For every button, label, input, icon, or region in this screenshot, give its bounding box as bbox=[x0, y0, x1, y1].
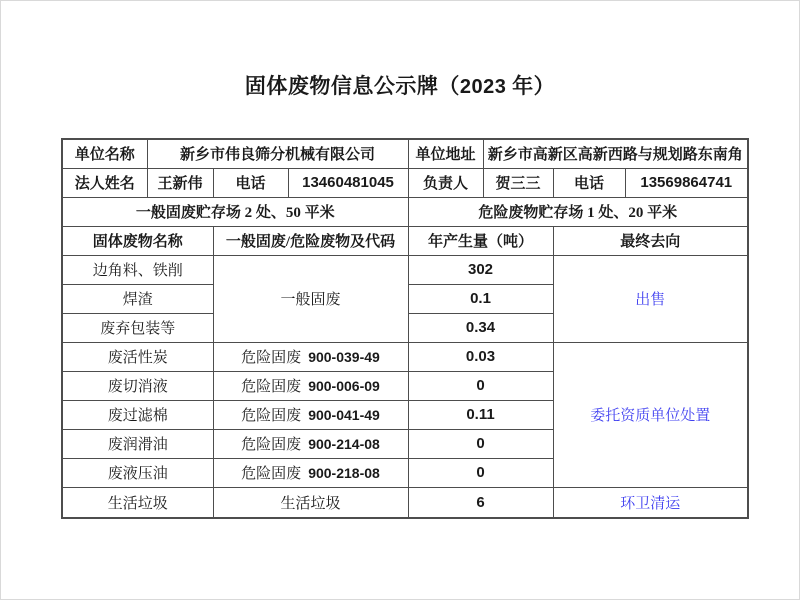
waste-type-cell: 一般固废 bbox=[213, 255, 408, 342]
waste-code: 900-214-08 bbox=[308, 436, 380, 452]
waste-name-cell: 废过滤棉 bbox=[62, 400, 213, 429]
col-header-destination: 最终去向 bbox=[553, 226, 748, 255]
amount-cell: 302 bbox=[408, 255, 553, 284]
waste-name-cell: 废润滑油 bbox=[62, 429, 213, 458]
col-header-waste-name: 固体废物名称 bbox=[62, 226, 213, 255]
waste-type-label: 危险固废 bbox=[241, 408, 302, 424]
phone-value: 13460481045 bbox=[288, 168, 408, 197]
waste-name-cell: 废液压油 bbox=[62, 458, 213, 487]
unit-address-value: 新乡市高新区高新西路与规划路东南角 bbox=[483, 139, 748, 168]
waste-type-label: 危险固废 bbox=[241, 437, 302, 453]
general-storage-info: 一般固废贮存场 2 处、50 平米 bbox=[62, 197, 408, 226]
table-row bbox=[62, 139, 748, 168]
waste-name-cell: 废弃包装等 bbox=[62, 313, 213, 342]
waste-name-cell: 废活性炭 bbox=[62, 342, 213, 371]
legal-person-label: 法人姓名 bbox=[62, 168, 147, 197]
waste-code: 900-039-49 bbox=[308, 349, 380, 365]
phone-label: 电话 bbox=[213, 168, 288, 197]
waste-type-label: 危险固废 bbox=[241, 350, 302, 366]
table-row bbox=[62, 255, 748, 284]
title-year: 2023 bbox=[459, 76, 507, 98]
page-title bbox=[1, 73, 799, 100]
unit-name-label: 单位名称 bbox=[62, 139, 147, 168]
waste-type-cell bbox=[213, 429, 408, 458]
waste-name-cell: 生活垃圾 bbox=[62, 487, 213, 518]
responsible-person-label: 负责人 bbox=[408, 168, 483, 197]
legal-person-value: 王新伟 bbox=[147, 168, 213, 197]
phone-value: 13569864741 bbox=[625, 168, 748, 197]
amount-cell: 0 bbox=[408, 458, 553, 487]
table-row bbox=[62, 487, 748, 518]
waste-name-cell: 边角料、铁削 bbox=[62, 255, 213, 284]
amount-cell: 6 bbox=[408, 487, 553, 518]
responsible-person-value: 贺三三 bbox=[483, 168, 553, 197]
amount-cell: 0.03 bbox=[408, 342, 553, 371]
waste-code: 900-041-49 bbox=[308, 407, 380, 423]
unit-address-label: 单位地址 bbox=[408, 139, 483, 168]
unit-name-value: 新乡市伟良筛分机械有限公司 bbox=[147, 139, 408, 168]
col-header-type-code: 一般固废/危险废物及代码 bbox=[213, 226, 408, 255]
amount-cell: 0 bbox=[408, 371, 553, 400]
waste-name-cell: 焊渣 bbox=[62, 284, 213, 313]
waste-code: 900-218-08 bbox=[308, 465, 380, 481]
table-row bbox=[62, 342, 748, 371]
destination-cell: 出售 bbox=[553, 255, 748, 342]
hazardous-storage-info: 危险废物贮存场 1 处、20 平米 bbox=[408, 197, 748, 226]
table-row bbox=[62, 197, 748, 226]
title-text: 年） bbox=[506, 74, 556, 98]
solid-waste-info-table bbox=[61, 138, 749, 519]
waste-type-cell bbox=[213, 458, 408, 487]
amount-cell: 0.11 bbox=[408, 400, 553, 429]
waste-type-cell bbox=[213, 400, 408, 429]
waste-type-label: 危险固废 bbox=[241, 379, 302, 395]
waste-type-label: 危险固废 bbox=[241, 466, 302, 482]
waste-type-cell: 生活垃圾 bbox=[213, 487, 408, 518]
phone-label: 电话 bbox=[553, 168, 625, 197]
waste-code: 900-006-09 bbox=[308, 378, 380, 394]
waste-type-cell bbox=[213, 342, 408, 371]
title-text: 固体废物信息公示牌（ bbox=[244, 74, 460, 98]
table-row bbox=[62, 168, 748, 197]
amount-cell: 0 bbox=[408, 429, 553, 458]
destination-cell: 委托资质单位处置 bbox=[553, 342, 748, 487]
table-row bbox=[62, 226, 748, 255]
waste-type-cell bbox=[213, 371, 408, 400]
destination-cell: 环卫清运 bbox=[553, 487, 748, 518]
amount-cell: 0.34 bbox=[408, 313, 553, 342]
col-header-annual-amount: 年产生量（吨） bbox=[408, 226, 553, 255]
notice-board-page bbox=[1, 73, 799, 519]
waste-name-cell: 废切消液 bbox=[62, 371, 213, 400]
amount-cell: 0.1 bbox=[408, 284, 553, 313]
